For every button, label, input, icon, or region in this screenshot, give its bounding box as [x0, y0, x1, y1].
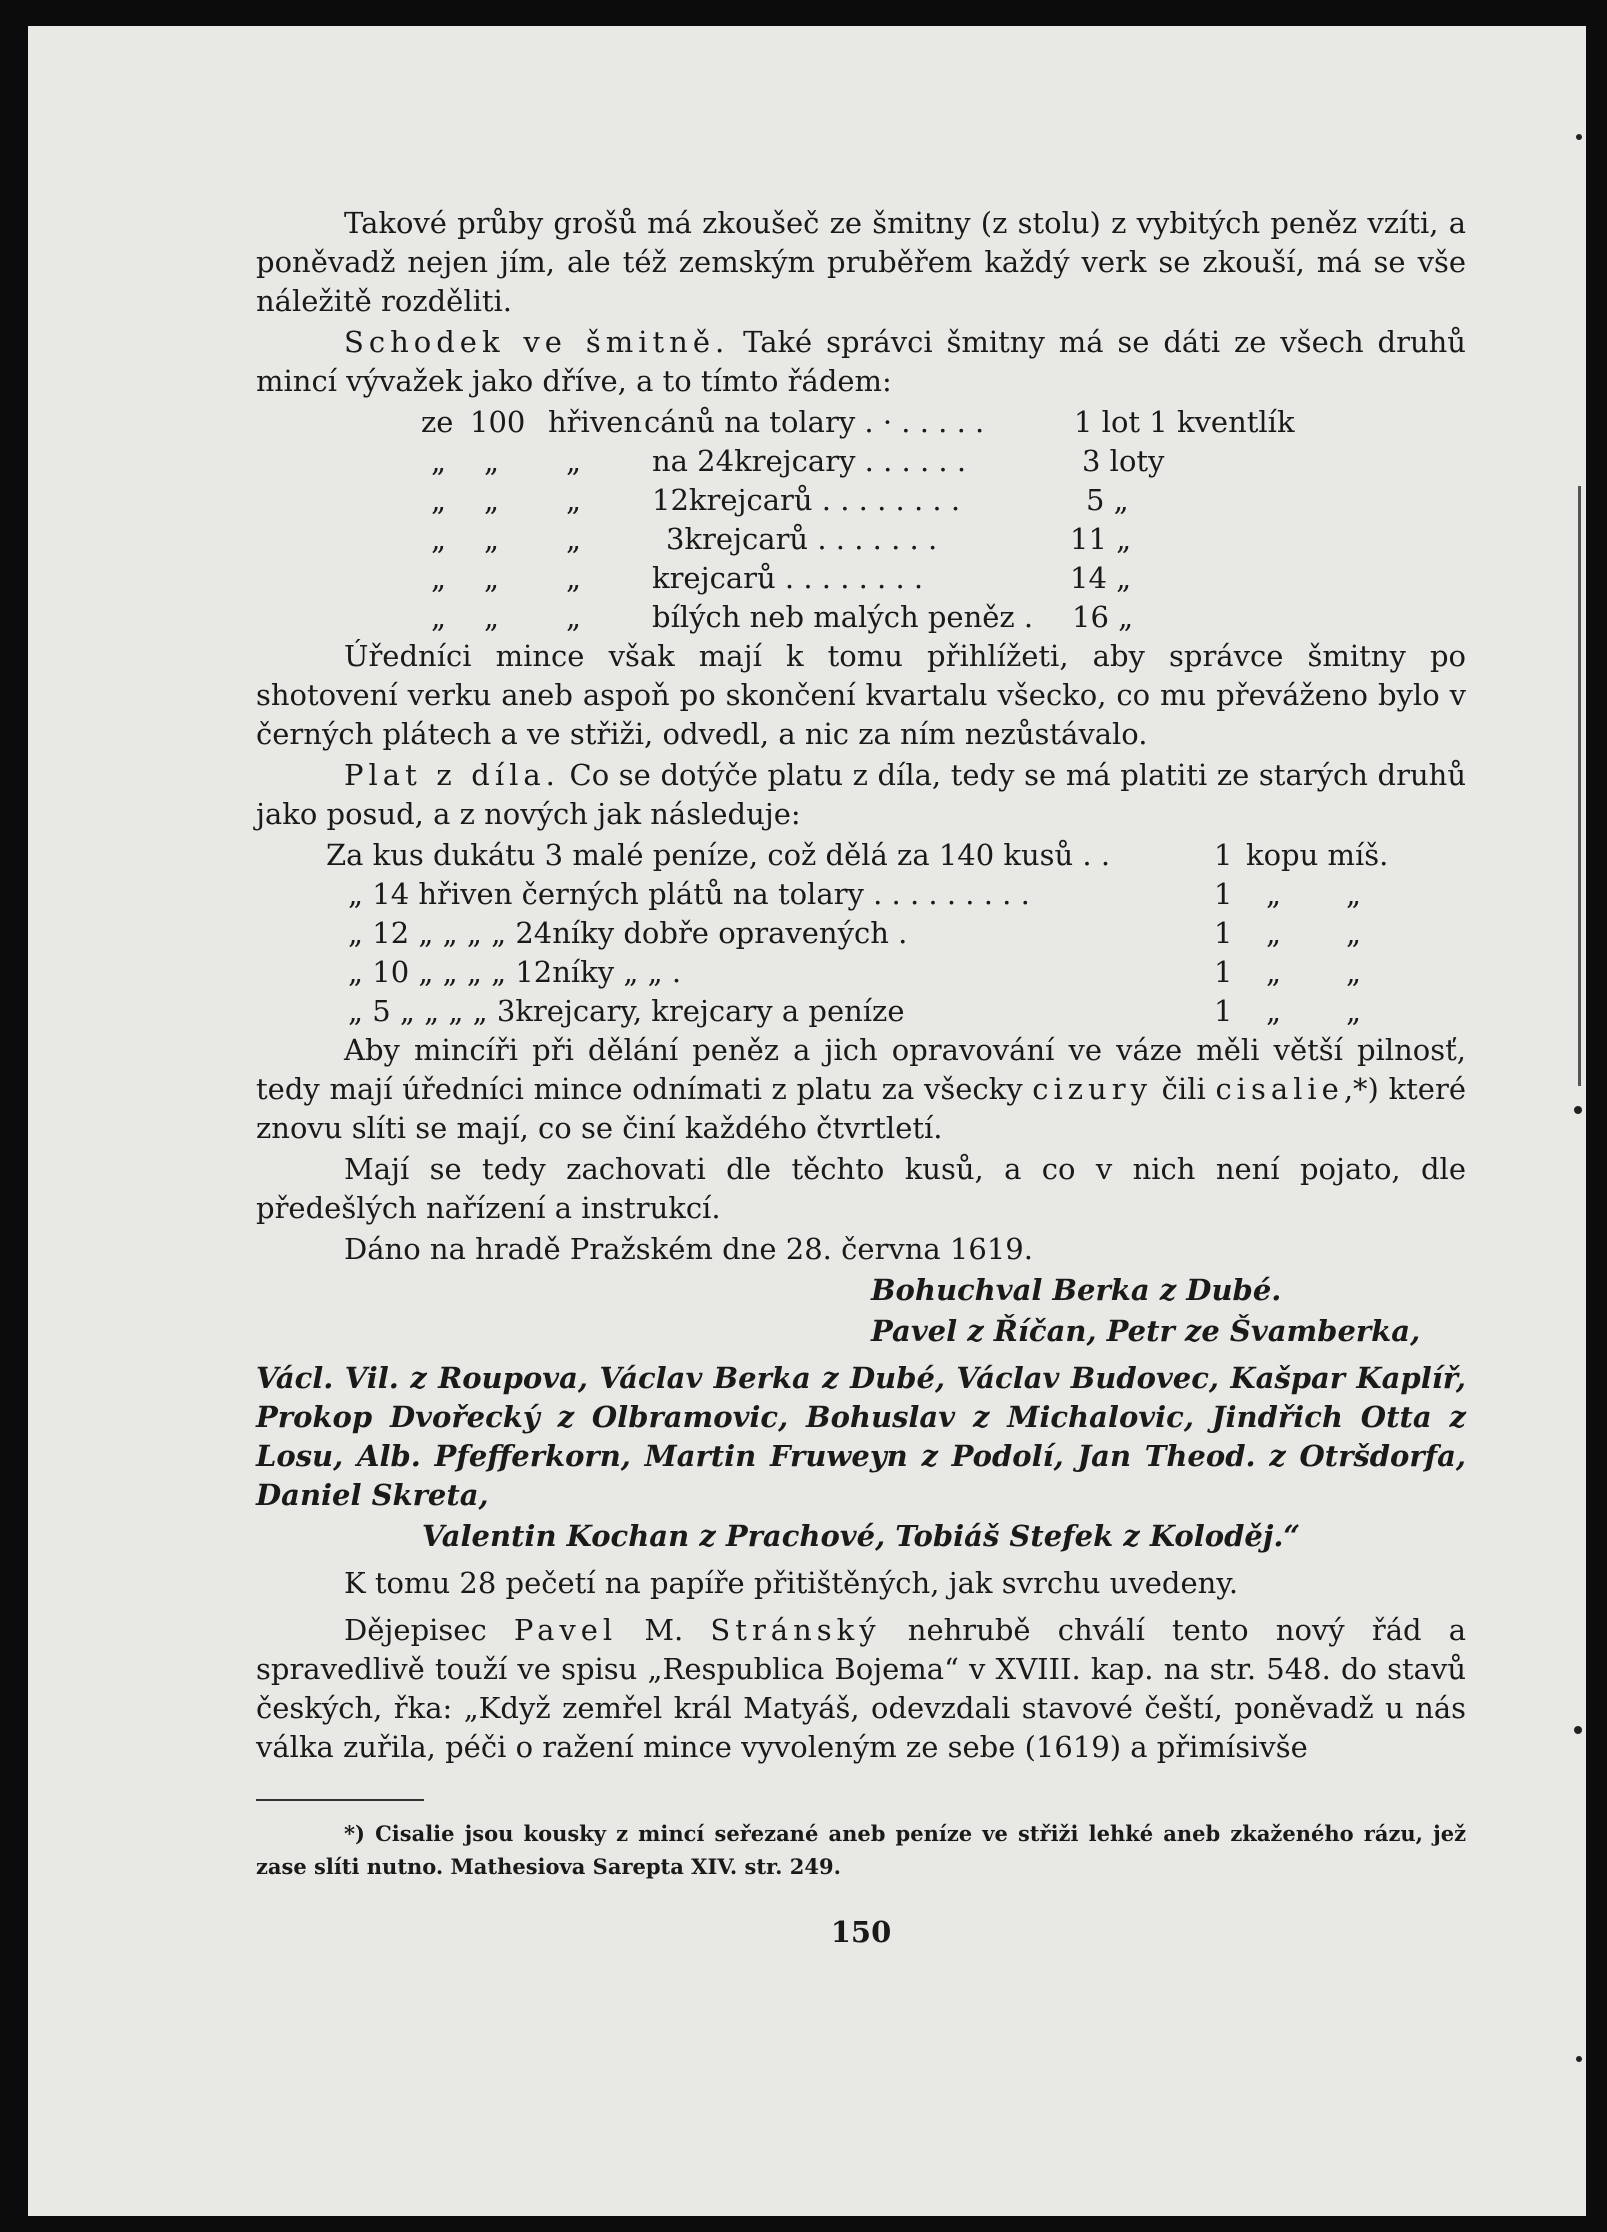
row-value: 5 „ — [1086, 483, 1129, 517]
q2: „ — [484, 522, 500, 556]
table-row — [256, 559, 1466, 598]
footnote-divider — [256, 1799, 424, 1801]
q1: „ — [431, 561, 447, 595]
paragraph-9-text: nehrubě chválí tento nový řád a spravedlivě touží ve spisu „Respublica Bojema“ v XVIII. kap. na str. 548. do stavů českých, řka: „Když zemřel král Matyáš, odevzdali stavové čeští, poněvadž u nás válka zuřila, péči o ražení mince vyvoleným ze sebe (1619) a přimísivše — [256, 1613, 1466, 1764]
row-value: 11 „ — [1070, 522, 1132, 556]
q2: „ — [484, 483, 500, 517]
row-label: na 24krejcary . . . . . . — [652, 444, 967, 478]
row-value: 1 — [1214, 955, 1233, 989]
row-label: 12krejcarů . . . . . . . . — [652, 483, 961, 517]
table-row — [256, 992, 1466, 1031]
section-heading-plat: Plat z díla. — [344, 758, 560, 792]
paragraph-1: Takové průby grošů má zkoušeč ze šmitny (z stolu) z vybitých peněz vzíti, a poněvadž nejen jím, ale též zemským pruběřem každý verk se zkouší, má se vše náležitě rozděliti. — [256, 206, 1466, 318]
row-unit: „ — [1266, 955, 1282, 989]
row-value: 1 — [1214, 994, 1233, 1028]
row-value: 1 — [1214, 838, 1233, 872]
row-label: „ 5 „ „ „ „ 3krejcary, krejcary a peníze — [348, 994, 905, 1028]
row-value: 16 „ — [1072, 600, 1134, 634]
row-unit: „ — [1266, 916, 1282, 950]
paragraph-9-text: M. — [617, 1613, 711, 1647]
table-row — [256, 520, 1466, 559]
table-row — [256, 442, 1466, 481]
table-row — [256, 914, 1466, 953]
term-cizury: cizury — [1032, 1072, 1152, 1106]
row-unit-2: „ — [1346, 955, 1362, 989]
q3: „ — [566, 561, 582, 595]
paragraph-5-text: čili — [1151, 1072, 1216, 1106]
table-vyvazek — [256, 403, 1466, 637]
page-edge-mark — [1574, 1106, 1582, 1114]
q3: „ — [566, 522, 582, 556]
q2: „ — [484, 561, 500, 595]
paragraph-5 — [256, 1031, 1466, 1148]
row-unit: „ — [1266, 877, 1282, 911]
q1: „ — [431, 600, 447, 634]
name-pavel: Pavel — [513, 1613, 618, 1647]
row-label: „ 14 hřiven černých plátů na tolary . . . . . . . . . — [348, 877, 1030, 911]
section-heading-schodek: Schodek ve šmitně. — [344, 325, 730, 359]
row-unit: kopu míš. — [1246, 838, 1389, 872]
page-edge-mark — [1576, 2056, 1582, 2062]
q1: „ — [431, 522, 447, 556]
paragraph-9-text: Dějepisec — [344, 1613, 514, 1647]
row-label: Za kus dukátu 3 malé peníze, což dělá za 140 kusů . . — [326, 838, 1111, 872]
table-row — [256, 875, 1466, 914]
q3: „ — [566, 483, 582, 517]
q3: hřiven — [548, 405, 643, 439]
q1: ze — [421, 405, 454, 439]
book-page — [28, 26, 1586, 2216]
paragraph-7: Dáno na hradě Pražském dne 28. června 1619. — [344, 1232, 1033, 1266]
row-value: 14 „ — [1070, 561, 1132, 595]
paragraph-6: Mají se tedy zachovati dle těchto kusů, a co v nich není pojato, dle předešlých nařízení a instrukcí. — [256, 1152, 1466, 1225]
q3: „ — [566, 600, 582, 634]
table-row — [256, 481, 1466, 520]
signature-line-last: Valentin Kochan z Prachové, Tobiáš Stefek z Koloděj.“ — [421, 1519, 1301, 1553]
q2: 100 — [470, 405, 526, 439]
table-row — [256, 953, 1466, 992]
page-edge-mark — [1578, 486, 1581, 1086]
row-unit-2: „ — [1346, 916, 1362, 950]
row-label: bílých neb malých peněz . — [652, 600, 1034, 634]
paragraph-4-text: Co se dotýče platu z díla, tedy se má platiti ze starých druhů jako posud, a z nových jak následuje: — [256, 758, 1466, 831]
row-unit-2: „ — [1346, 994, 1362, 1028]
row-label: „ 12 „ „ „ „ 24níky dobře opravených . — [348, 916, 908, 950]
paragraph-3: Úředníci mince však mají k tomu přihlížeti, aby správce šmitny po shotovení verku aneb aspoň po skončení kvartalu všecko, co mu převáženo bylo v černých plátech a ve střiži, odvedl, a nic za ním nezůstávalo. — [256, 639, 1466, 751]
paragraph-9 — [256, 1611, 1466, 1767]
paragraph-5-text: Aby mincíři při dělání peněz a jich opravování ve váze měli větší pilnosť, tedy mají úředníci mince odnímati z platu za všecky — [256, 1033, 1466, 1106]
q2: „ — [484, 444, 500, 478]
q3: „ — [566, 444, 582, 478]
term-cisalie: cisalie — [1215, 1072, 1344, 1106]
page-number: 150 — [830, 1915, 892, 1949]
row-label: cánů na tolary . · . . . . . — [644, 405, 985, 439]
row-value: 1 — [1214, 916, 1233, 950]
q1: „ — [431, 444, 447, 478]
table-row — [256, 598, 1466, 637]
q1: „ — [431, 483, 447, 517]
row-label: 3krejcarů . . . . . . . — [666, 522, 938, 556]
signature-block: Václ. Vil. z Roupova, Václav Berka z Dubé, Václav Budovec, Kašpar Kaplíř, Prokop Dvořecký z Olbramovic, Bohuslav z Michalovic, Jindřich Otta z Losu, Alb. Pfefferkorn, Martin Fruweyn z Podolí, Jan Theod. z Otršdorfa, Daniel Skreta, — [256, 1361, 1466, 1512]
row-value: 1 lot 1 kventlík — [1074, 405, 1295, 439]
paragraph-2-text: Také správci šmitny má se dáti ze všech druhů mincí vývažek jako dříve, a to tímto řádem: — [256, 325, 1466, 398]
row-value: 1 — [1214, 877, 1233, 911]
q2: „ — [484, 600, 500, 634]
row-unit-2: „ — [1346, 877, 1362, 911]
row-value: 3 loty — [1082, 444, 1165, 478]
signature-line-1: Bohuchval Berka z Dubé. — [871, 1273, 1282, 1307]
name-stransky: Stránský — [710, 1613, 881, 1647]
table-row — [256, 403, 1466, 442]
page-text — [256, 204, 1466, 1952]
row-unit: „ — [1266, 994, 1282, 1028]
paragraph-4 — [256, 756, 1466, 834]
table-plat — [256, 836, 1466, 1031]
row-label: „ 10 „ „ „ „ 12níky „ „ . — [348, 955, 682, 989]
table-row — [256, 836, 1466, 875]
paragraph-5-text: ,*) které znovu slíti se mají, co se činí každého čtvrtletí. — [256, 1072, 1466, 1145]
row-label: krejcarů . . . . . . . . — [652, 561, 924, 595]
page-edge-mark — [1574, 1726, 1582, 1734]
page-edge-mark — [1576, 134, 1582, 140]
paragraph-2 — [256, 323, 1466, 401]
signature-line-2: Pavel z Říčan, Petr ze Švamberka, — [871, 1314, 1421, 1348]
footnote: *) Cisalie jsou kousky z mincí seřezané aneb peníze ve střiži lehké aneb zkaženého rázu, jež zase slíti nutno. Mathesiova Sarepta XIV. str. 249. — [256, 1821, 1466, 1879]
paragraph-8: K tomu 28 pečetí na papíře přitištěných, jak svrchu uvedeny. — [344, 1566, 1239, 1600]
